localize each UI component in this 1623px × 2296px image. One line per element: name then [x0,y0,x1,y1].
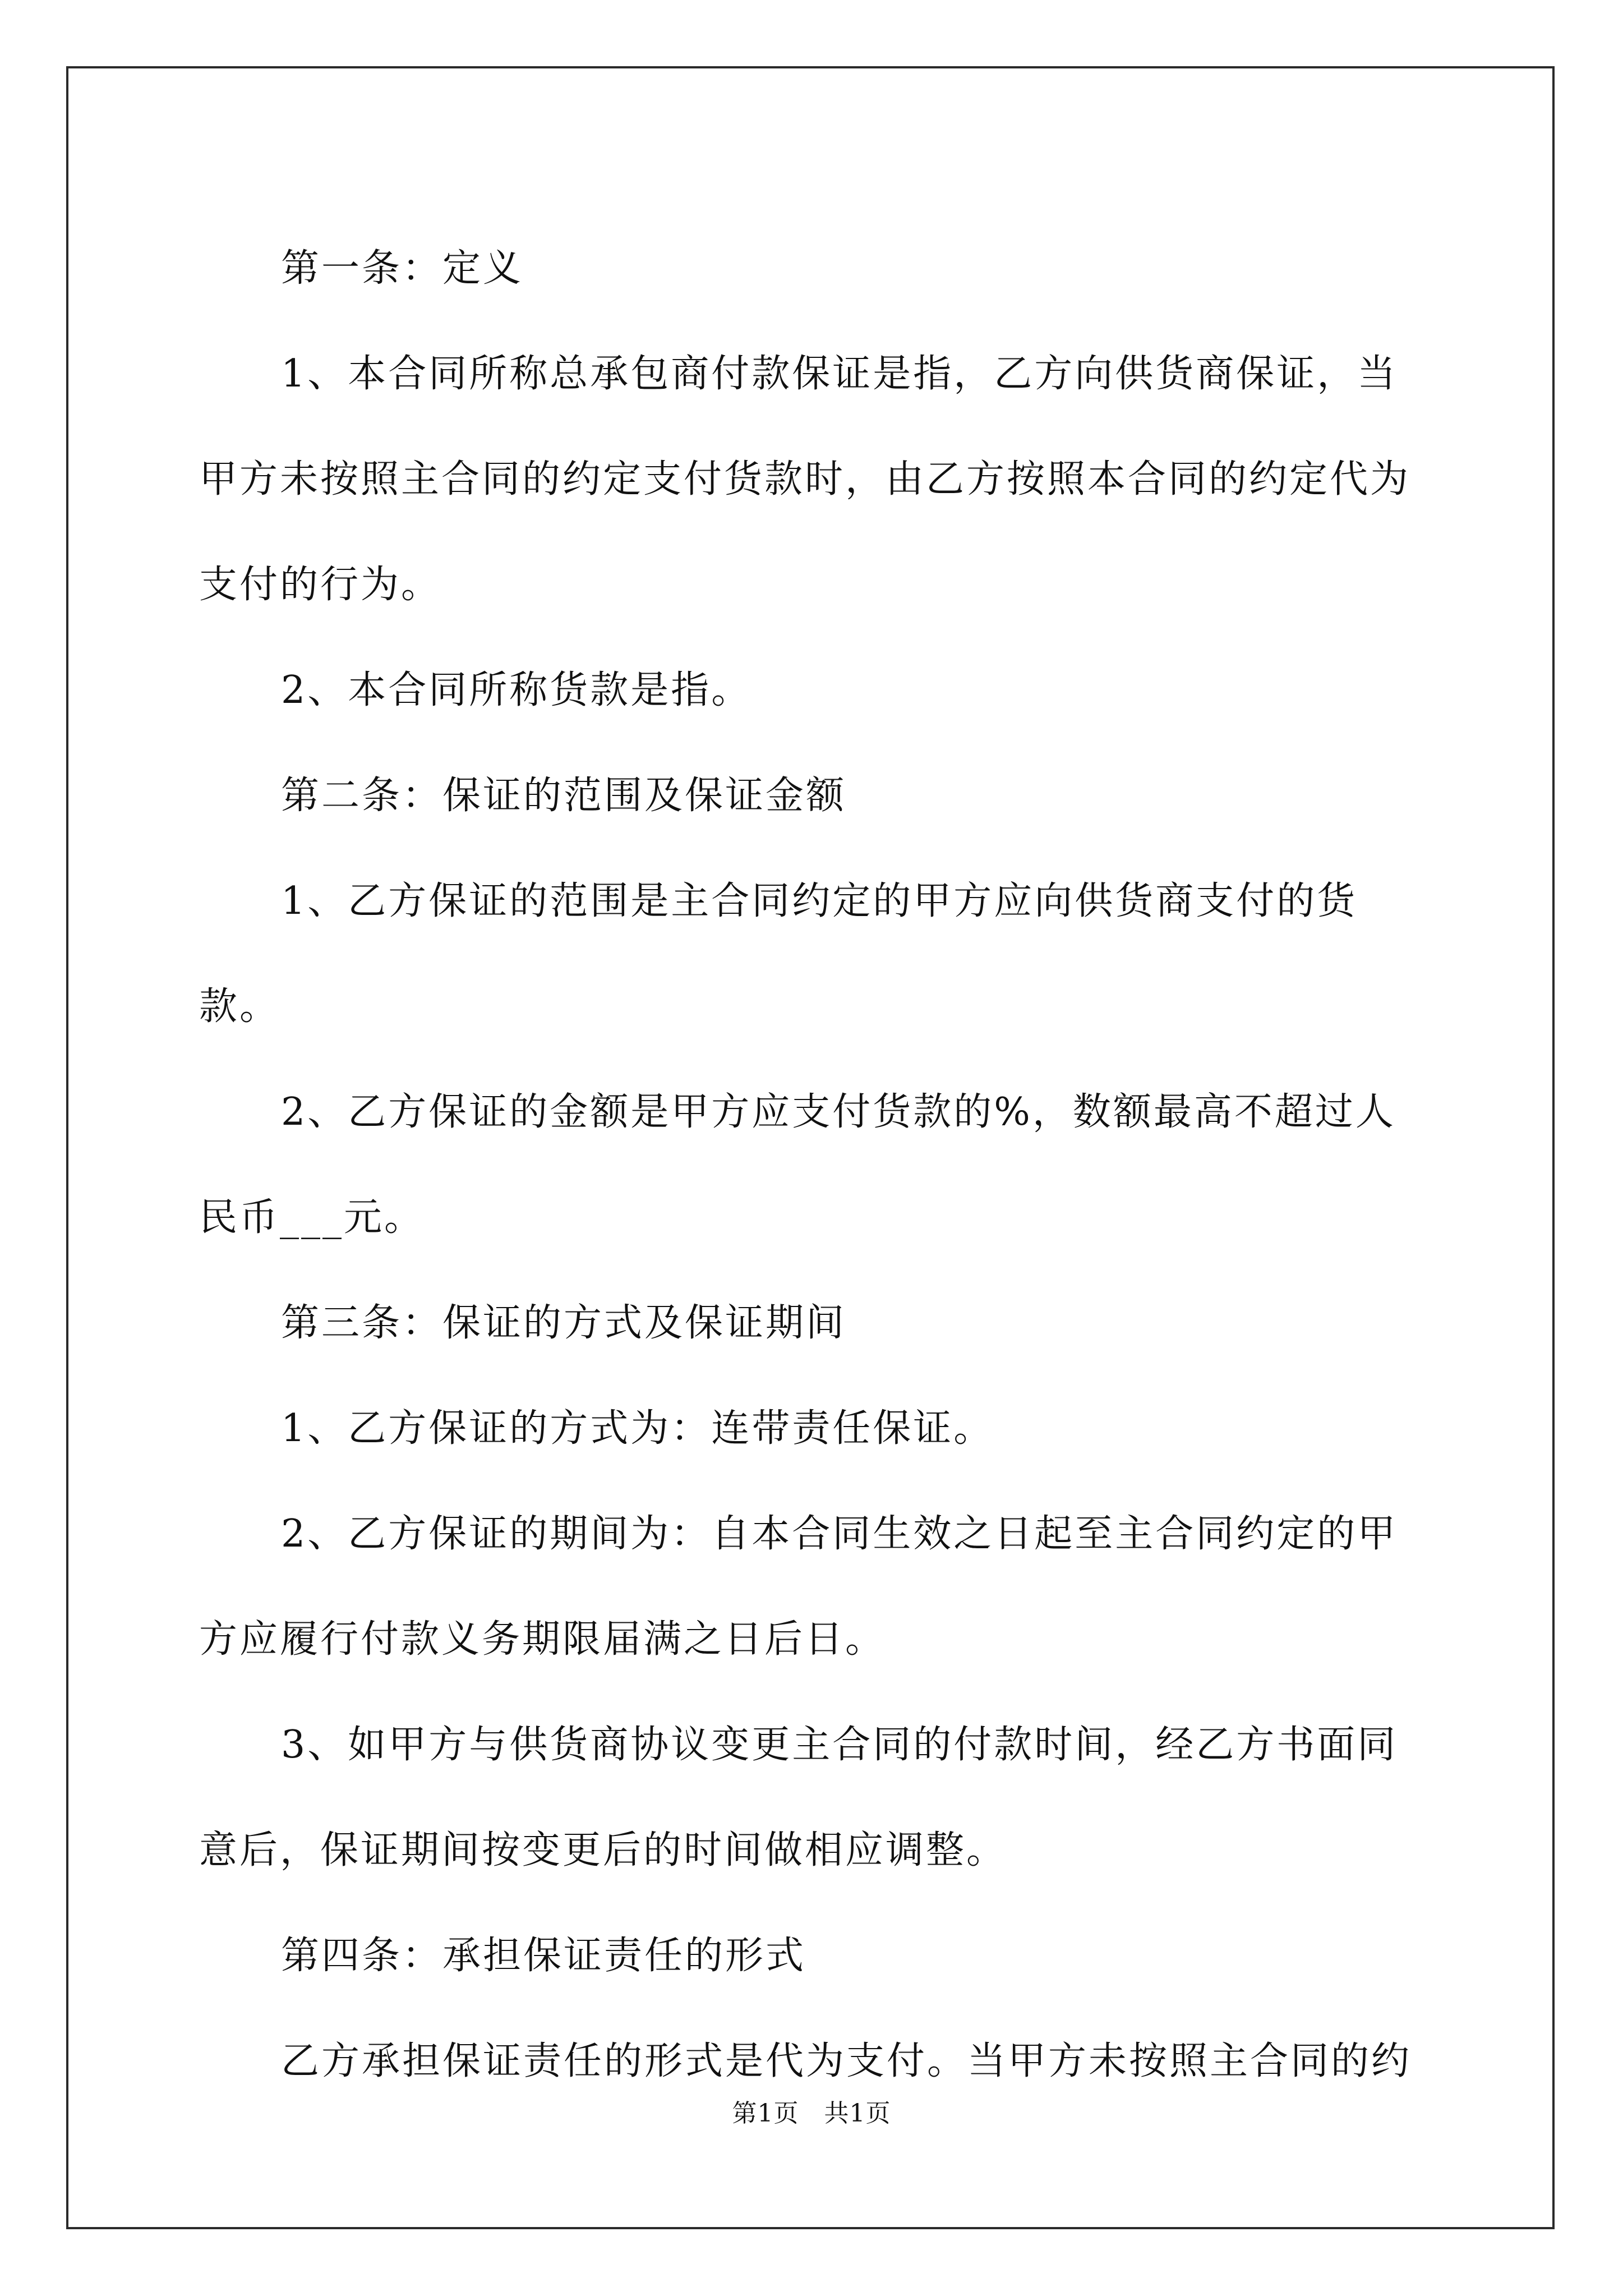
page-footer: 第1页 共1页 [732,2099,891,2128]
paragraph: 2、乙方保证的金额是甲方应支付货款的%，数额最高不超过人民币___元。 [199,1090,1396,1240]
heading-article-4: 第四条：承担保证责任的形式 [281,1934,806,1978]
paragraph: 乙方承担保证责任的形式是代为支付。当甲方未按照主合同的约 [281,2039,1412,2083]
document-body [199,216,1433,2114]
heading-article-2: 第二条：保证的范围及保证金额 [281,774,847,818]
paragraph: 3、如甲方与供货商协议变更主合同的付款时间，经乙方书面同意后，保证期间按变更后的时间做相应调整。 [199,1723,1398,1872]
paragraph: 1、本合同所称总承包商付款保证是指，乙方向供货商保证，当甲方未按照主合同的约定支付货款时，由乙方按照本合同的约定代为支付的行为。 [199,352,1411,607]
heading-article-3: 第三条：保证的方式及保证期间 [281,1301,847,1345]
paragraph: 1、乙方保证的范围是主合同约定的甲方应向供货商支付的货款。 [199,879,1358,1029]
paragraph: 1、乙方保证的方式为：连带责任保证。 [281,1406,994,1451]
paragraph: 2、本合同所称货款是指。 [281,668,752,712]
heading-article-1: 第一条：定义 [281,246,524,291]
paragraph: 2、乙方保证的期间为：自本合同生效之日起至主合同约定的甲方应履行付款义务期限届满之日后日。 [199,1512,1398,1662]
